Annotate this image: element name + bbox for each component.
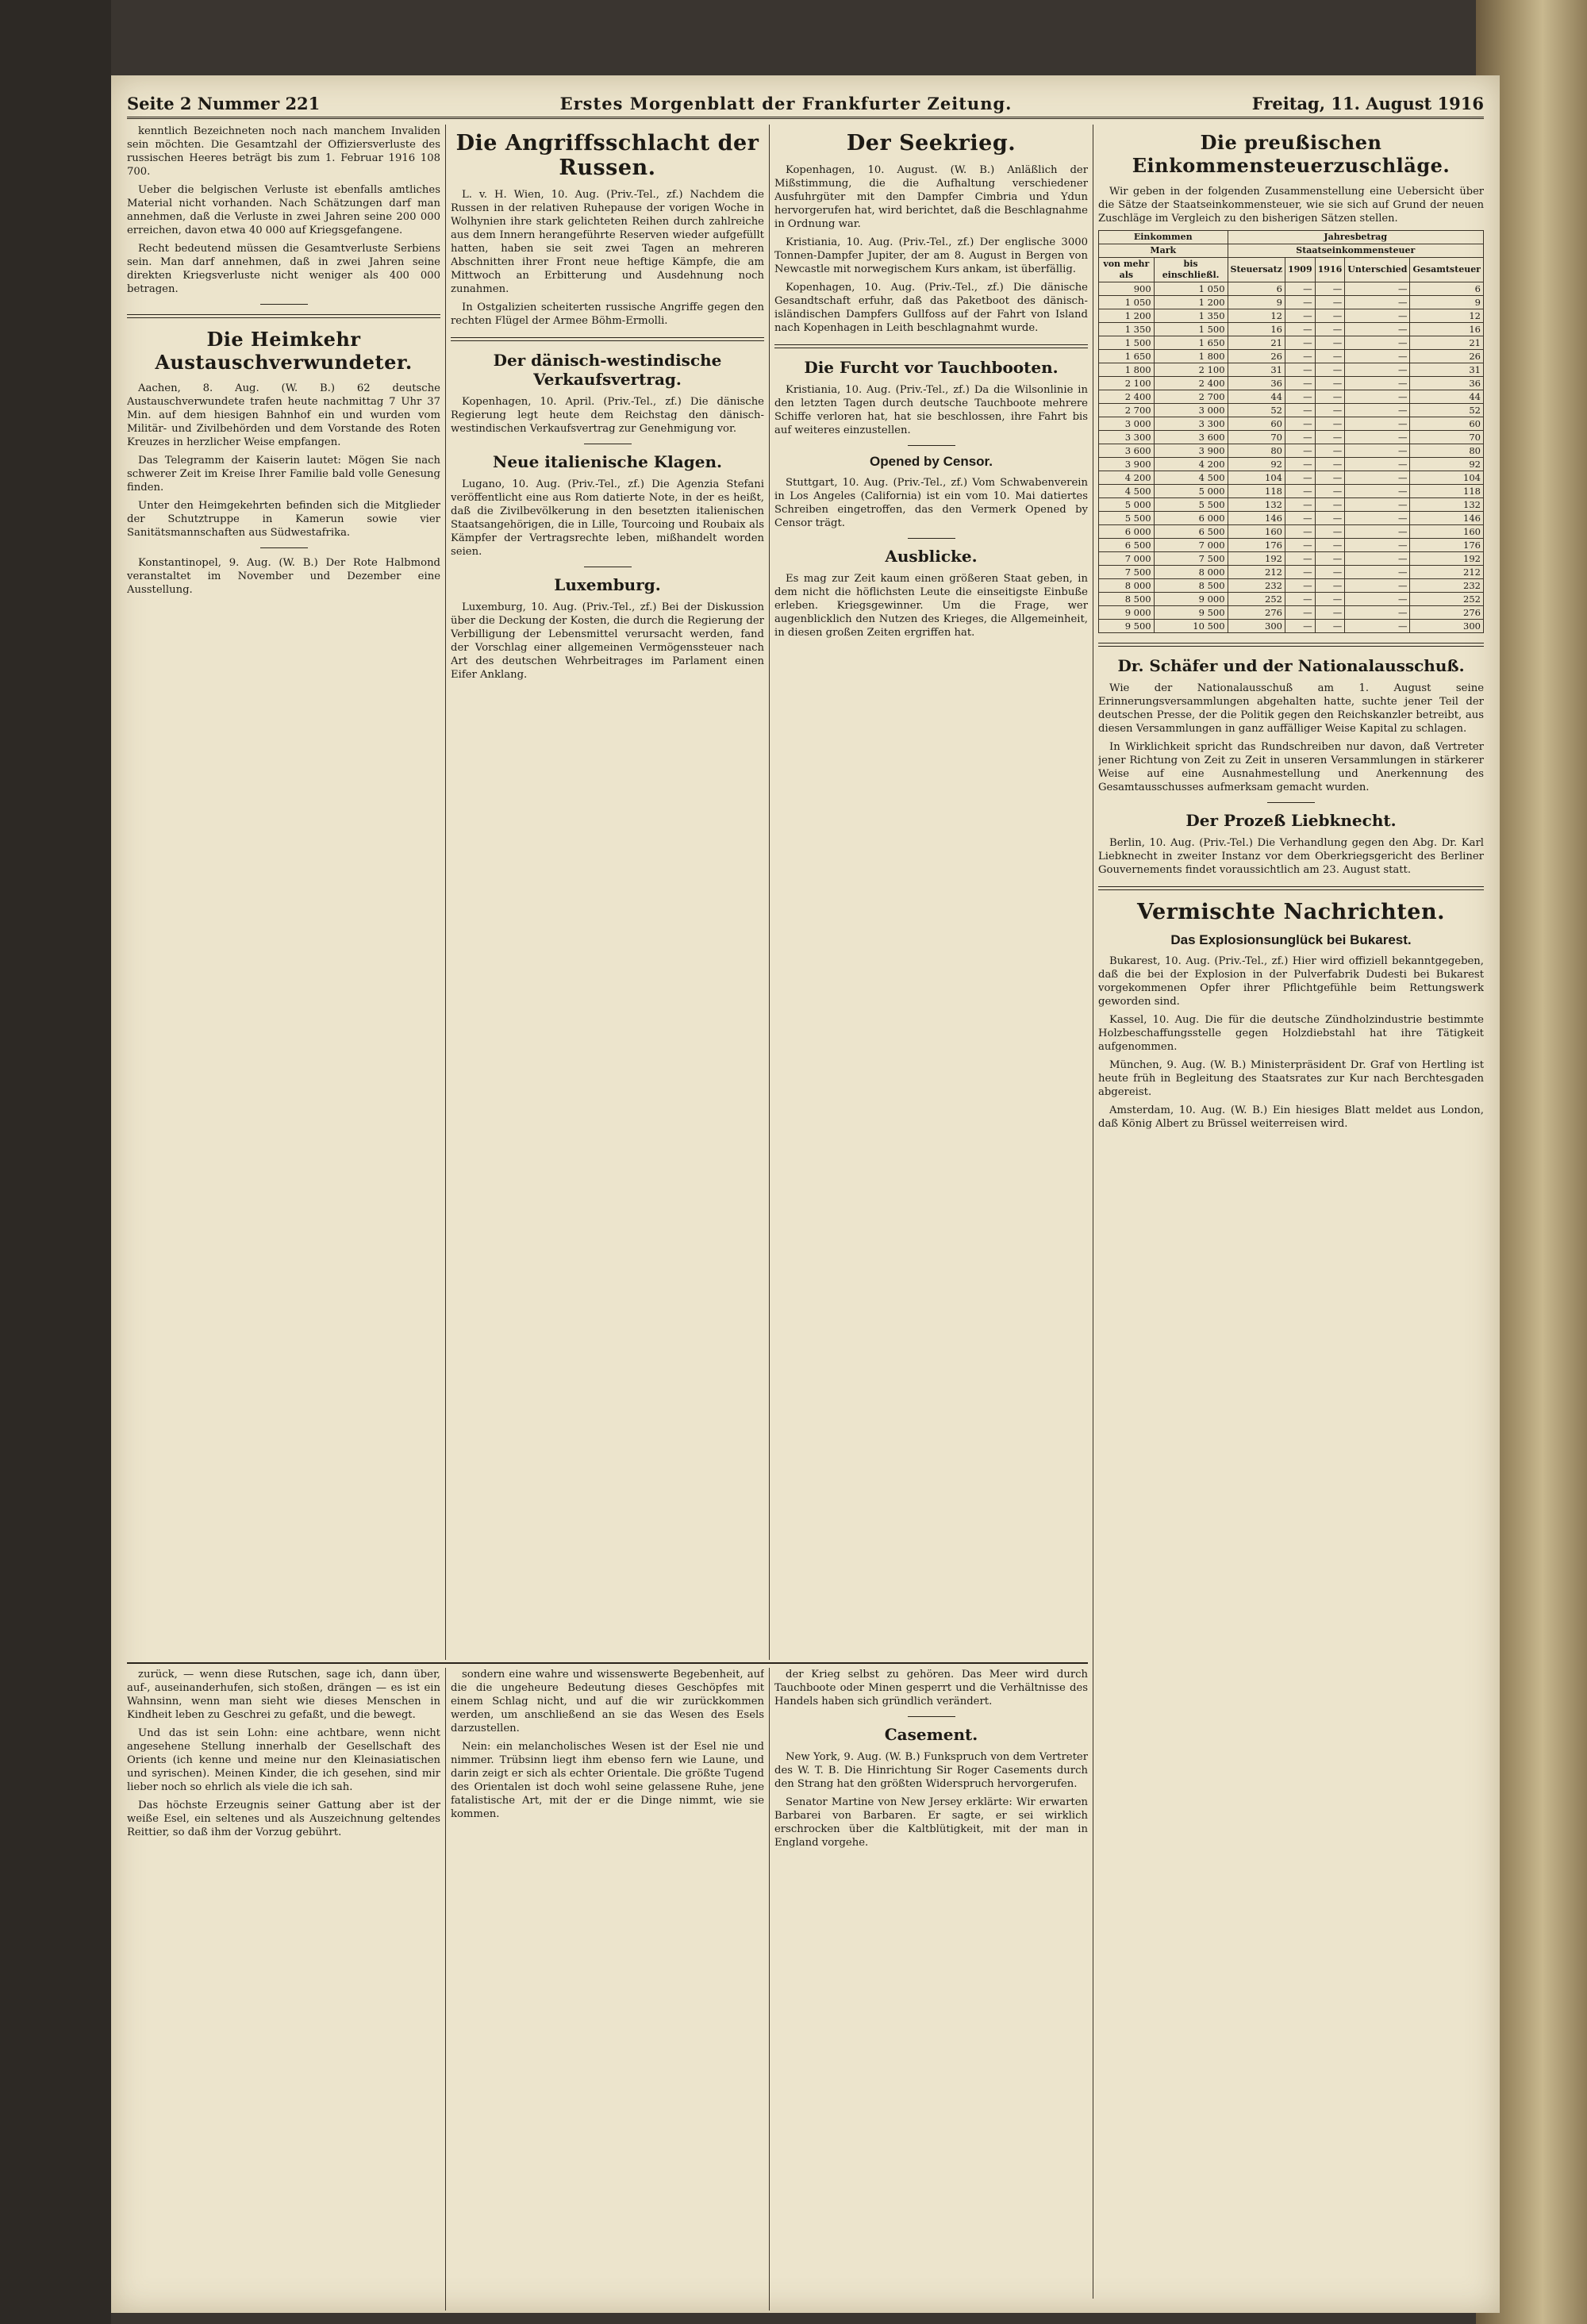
table-cell: 300 xyxy=(1410,620,1484,633)
table-cell: — xyxy=(1285,390,1316,404)
table-cell: 3 300 xyxy=(1154,417,1228,431)
article-text: Wie der Nationalausschuß am 1. August seine Erinnerungsversammlungen abgehalten hatte, suchte jener Teil der deutschen Presse, der die Politik gegen den Reichskanzler betreibt, aus diesen Versammlungen in ganz auffälliger Weise Kapital zu schlagen. xyxy=(1098,682,1484,735)
table-cell: 276 xyxy=(1228,606,1285,620)
article-text: Kopenhagen, 10. April. (Priv.-Tel., zf.) Die dänische Regierung legt heute dem Reichstag den dänisch-westindischen Verkaufsvertrag zur Genehmigung vor. xyxy=(451,396,764,435)
separator xyxy=(908,1716,955,1717)
column-1 xyxy=(127,125,440,1660)
column-rule xyxy=(769,125,770,1660)
table-row xyxy=(1099,593,1484,606)
table-cell: — xyxy=(1285,498,1316,512)
table-cell: 5 000 xyxy=(1154,485,1228,498)
article-text: Konstantinopel, 9. Aug. (W. B.) Der Rote Halbmond veranstaltet im November und Dezember eine Ausstellung. xyxy=(127,557,440,596)
header-page-number: Seite 2 Nummer 221 xyxy=(127,93,321,113)
table-cell: — xyxy=(1315,566,1345,579)
table-cell: 2 400 xyxy=(1099,390,1155,404)
table-cell: 6 500 xyxy=(1099,539,1155,552)
table-row xyxy=(1099,606,1484,620)
table-cell: 21 xyxy=(1410,336,1484,350)
table-cell: — xyxy=(1285,296,1316,309)
table-row xyxy=(1099,512,1484,525)
table-cell: 252 xyxy=(1228,593,1285,606)
table-cell: — xyxy=(1285,350,1316,363)
table-row xyxy=(1099,377,1484,390)
section-title: Der Prozeß Liebknecht. xyxy=(1185,811,1397,830)
table-cell: 1 650 xyxy=(1099,350,1155,363)
table-cell: 192 xyxy=(1228,552,1285,566)
table-cell: 3 900 xyxy=(1154,444,1228,458)
table-cell: — xyxy=(1345,309,1410,323)
table-cell: 276 xyxy=(1410,606,1484,620)
table-cell: — xyxy=(1315,363,1345,377)
table-cell: 4 500 xyxy=(1099,485,1155,498)
separator xyxy=(908,445,955,446)
table-cell: — xyxy=(1345,444,1410,458)
table-cell: 8 500 xyxy=(1099,593,1155,606)
table-cell: — xyxy=(1345,336,1410,350)
table-row xyxy=(1099,552,1484,566)
table-cell: — xyxy=(1315,282,1345,296)
table-subgroup-header: Staatseinkommensteuer xyxy=(1228,244,1483,258)
article-text: Senator Martine von New Jersey erklärte: Wir erwarten Barbarei von Barbaren. Er sagte, er sei wirklich erschrocken über die Kaltblütigkeit, mit der man in England vorgehe. xyxy=(774,1796,1088,1849)
table-cell: — xyxy=(1315,444,1345,458)
feuilleton-column-3 xyxy=(774,1668,1088,2311)
table-cell: 5 000 xyxy=(1099,498,1155,512)
section-title: Der Seekrieg. xyxy=(846,131,1016,156)
table-cell: — xyxy=(1345,390,1410,404)
table-cell: — xyxy=(1285,579,1316,593)
column-rule xyxy=(445,125,446,1660)
feuilleton-column-1 xyxy=(127,1668,440,2311)
table-cell: 212 xyxy=(1228,566,1285,579)
table-cell: 92 xyxy=(1410,458,1484,471)
table-cell: 31 xyxy=(1228,363,1285,377)
section-separator xyxy=(127,314,440,318)
table-cell: — xyxy=(1315,552,1345,566)
section-title: Die preußischen Einkommensteuerzuschläge. xyxy=(1132,131,1451,177)
table-cell: 5 500 xyxy=(1154,498,1228,512)
section-title: Casement. xyxy=(884,1725,978,1744)
table-cell: 6 000 xyxy=(1099,525,1155,539)
article-text: kenntlich Bezeichneten noch nach manchem Invaliden sein möchten. Die Gesamtzahl der Offiziersverluste des russischen Heeres beträgt bis zum 1. Februar 1916 108 700. xyxy=(127,125,440,178)
tax-table-body xyxy=(1099,282,1484,633)
table-cell: 232 xyxy=(1228,579,1285,593)
table-row xyxy=(1099,336,1484,350)
article-text: In Ostgalizien scheiterten russische Angriffe gegen den rechten Flügel der Armee Böhm-Ermolli. xyxy=(451,302,764,327)
article-text: Recht bedeutend müssen die Gesamtverluste Serbiens sein. Man darf annehmen, daß in zwei Jahren seine direkten Kriegsverluste nicht weniger als 400 000 betragen. xyxy=(127,243,440,295)
table-cell: 2 400 xyxy=(1154,377,1228,390)
table-cell: — xyxy=(1345,323,1410,336)
table-cell: — xyxy=(1315,539,1345,552)
table-cell: 60 xyxy=(1228,417,1285,431)
article-text: Unter den Heimgekehrten befinden sich die Mitglieder der Schutztruppe in Kamerun sowie vier Sanitätsmannschaften aus Südwestafrika. xyxy=(127,500,440,539)
table-cell: — xyxy=(1315,471,1345,485)
table-cell: — xyxy=(1285,336,1316,350)
table-cell: — xyxy=(1315,336,1345,350)
section-title: Dr. Schäfer und der Nationalausschuß. xyxy=(1117,656,1465,675)
table-cell: — xyxy=(1285,444,1316,458)
article-text: sondern eine wahre und wissenswerte Begebenheit, auf die die ungeheure Bedeutung dieses Geschöpfes mit einem Schlag nicht, und auf die wir zurückkommen werden, um anschließend an sie das Wesen des Esels darzustellen. xyxy=(451,1669,764,1734)
table-cell: — xyxy=(1315,498,1345,512)
table-row xyxy=(1099,390,1484,404)
table-cell: — xyxy=(1315,296,1345,309)
table-cell: — xyxy=(1285,309,1316,323)
article-text: Aachen, 8. Aug. (W. B.) 62 deutsche Austauschverwundete trafen heute nachmittag 7 Uhr 37 Min. auf dem hiesigen Bahnhof ein und wurden vom Militär- und Zivilbehörden und dem Vorstande des Roten Kreuzes in herzlicher Weise empfangen. xyxy=(127,382,440,448)
feuilleton-rule xyxy=(127,1662,1088,1664)
table-cell: 44 xyxy=(1228,390,1285,404)
table-cell: 1 050 xyxy=(1154,282,1228,296)
table-header: bis einschließl. xyxy=(1154,258,1228,282)
table-group-header: Einkommen xyxy=(1099,231,1228,244)
table-row xyxy=(1099,350,1484,363)
section-title: Ausblicke. xyxy=(885,547,978,566)
separator xyxy=(908,538,955,539)
table-cell: 36 xyxy=(1410,377,1484,390)
table-cell: 300 xyxy=(1228,620,1285,633)
section-separator xyxy=(774,344,1088,348)
table-cell: — xyxy=(1285,282,1316,296)
table-cell: — xyxy=(1345,593,1410,606)
table-cell: 12 xyxy=(1228,309,1285,323)
table-cell: — xyxy=(1285,404,1316,417)
table-cell: — xyxy=(1315,350,1345,363)
table-cell: — xyxy=(1315,417,1345,431)
table-cell: — xyxy=(1345,620,1410,633)
article-text: München, 9. Aug. (W. B.) Ministerpräsident Dr. Graf von Hertling ist heute früh in Begleitung des Staatsrates zur Kur nach Berchtesgaden abgereist. xyxy=(1098,1059,1484,1098)
table-cell: 26 xyxy=(1410,350,1484,363)
table-cell: 3 300 xyxy=(1099,431,1155,444)
table-row xyxy=(1099,539,1484,552)
table-cell: 212 xyxy=(1410,566,1484,579)
table-cell: 6 xyxy=(1228,282,1285,296)
table-cell: 1 350 xyxy=(1099,323,1155,336)
table-cell: 7 500 xyxy=(1154,552,1228,566)
article-text: Ueber die belgischen Verluste ist ebenfalls amtliches Material nicht vorhanden. Nach Schätzungen darf man annehmen, daß die Verluste in zwei Jahren seine 200 000 erreichen, davon etwa 40 000 auf Kriegsgefangene. xyxy=(127,184,440,236)
separator xyxy=(260,304,308,305)
article-text: der Krieg selbst zu gehören. Das Meer wird durch Tauchboote oder Minen gesperrt und die Verhältnisse des Handels haben sich gründlich verändert. xyxy=(774,1669,1088,1707)
table-cell: 80 xyxy=(1410,444,1484,458)
table-cell: — xyxy=(1315,485,1345,498)
section-title: Opened by Censor. xyxy=(870,454,993,469)
table-cell: — xyxy=(1285,377,1316,390)
table-cell: — xyxy=(1315,525,1345,539)
section-title: Vermischte Nachrichten. xyxy=(1137,900,1445,924)
table-cell: — xyxy=(1345,566,1410,579)
table-header: Gesamtsteuer xyxy=(1410,258,1484,282)
table-cell: 3 600 xyxy=(1154,431,1228,444)
table-cell: — xyxy=(1345,296,1410,309)
table-cell: — xyxy=(1345,606,1410,620)
column-2 xyxy=(451,125,764,1660)
table-cell: 104 xyxy=(1410,471,1484,485)
table-cell: 2 100 xyxy=(1099,377,1155,390)
table-cell: 7 500 xyxy=(1099,566,1155,579)
table-cell: 70 xyxy=(1410,431,1484,444)
table-cell: 5 500 xyxy=(1099,512,1155,525)
table-header: Unterschied xyxy=(1345,258,1410,282)
table-cell: 4 500 xyxy=(1154,471,1228,485)
page-header xyxy=(127,90,1484,119)
table-cell: 1 800 xyxy=(1099,363,1155,377)
table-cell: 16 xyxy=(1228,323,1285,336)
article-text: Es mag zur Zeit kaum einen größeren Staat geben, in dem nicht die höflichsten Leute die einseitigste Einbuße erleben. Kriegsgewinner. Um die Frage, wer augenblicklich den Nutzen des Krieges, die Allgemeinheit, in diesen großen Zeiten ergriffen hat. xyxy=(774,573,1088,639)
table-cell: — xyxy=(1345,498,1410,512)
table-cell: — xyxy=(1345,417,1410,431)
column-rule xyxy=(445,1668,446,2311)
table-cell: 1 350 xyxy=(1154,309,1228,323)
table-cell: 8 000 xyxy=(1154,566,1228,579)
table-cell: — xyxy=(1285,539,1316,552)
article-text: L. v. H. Wien, 10. Aug. (Priv.-Tel., zf.) Nachdem die Russen in der relativen Ruhepause der vorigen Woche in Wolhynien ihre stark gelichteten Reihen durch zahlreiche aus dem Innern herangeführte Reserven wieder aufgefüllt hatten, haben sie seit zwei Tagen an mehreren Abschnitten ihrer Front neue heftige Kämpfe, die am Mittwoch an Erbitterung und Ausdehnung noch zunahmen. xyxy=(451,189,764,295)
separator xyxy=(1267,802,1315,803)
section-title: Luxemburg. xyxy=(554,575,661,594)
article-text: Kristiania, 10. Aug. (Priv.-Tel., zf.) Der englische 3000 Tonnen-Dampfer Jupiter, der am 8. August in Bergen von Newcastle mit norwegischem Kurs ankam, ist überfällig. xyxy=(774,236,1088,275)
table-cell: — xyxy=(1285,458,1316,471)
table-cell: — xyxy=(1285,485,1316,498)
article-text: Lugano, 10. Aug. (Priv.-Tel., zf.) Die Agenzia Stefani veröffentlicht eine aus Rom datierte Note, in der es heißt, daß die Zivilbevölkerung in den besetzten italienischen Staatsangehörigen, die in Lille, Tourcoing und Roubaix als Kämpfer der Vertragsrechte leben, mißhandelt worden seien. xyxy=(451,478,764,558)
header-masthead: Erstes Morgenblatt der Frankfurter Zeitung. xyxy=(559,93,1013,113)
table-row xyxy=(1099,485,1484,498)
table-cell: 52 xyxy=(1228,404,1285,417)
column-rule xyxy=(769,1668,770,2311)
table-cell: 8 500 xyxy=(1154,579,1228,593)
table-cell: 160 xyxy=(1228,525,1285,539)
table-cell: 9 000 xyxy=(1154,593,1228,606)
table-cell: 16 xyxy=(1410,323,1484,336)
table-cell: 80 xyxy=(1228,444,1285,458)
table-row xyxy=(1099,431,1484,444)
table-row xyxy=(1099,282,1484,296)
article-text: Amsterdam, 10. Aug. (W. B.) Ein hiesiges Blatt meldet aus London, daß König Albert zu Brüssel weiterreisen wird. xyxy=(1098,1104,1484,1130)
table-cell: 7 000 xyxy=(1154,539,1228,552)
table-row xyxy=(1099,579,1484,593)
table-cell: — xyxy=(1315,593,1345,606)
table-cell: — xyxy=(1345,485,1410,498)
table-cell: 192 xyxy=(1410,552,1484,566)
table-cell: — xyxy=(1345,458,1410,471)
table-cell: 176 xyxy=(1228,539,1285,552)
table-cell: 1 650 xyxy=(1154,336,1228,350)
table-cell: — xyxy=(1285,620,1316,633)
column-4 xyxy=(1098,125,1484,2299)
table-cell: — xyxy=(1315,579,1345,593)
section-title: Die Furcht vor Tauchbooten. xyxy=(804,358,1059,377)
table-row xyxy=(1099,620,1484,633)
feuilleton-column-2 xyxy=(451,1668,764,2311)
table-row xyxy=(1099,309,1484,323)
table-cell: — xyxy=(1345,539,1410,552)
table-cell: 1 800 xyxy=(1154,350,1228,363)
section-title: Neue italienische Klagen. xyxy=(493,452,722,471)
table-cell: — xyxy=(1315,606,1345,620)
table-cell: — xyxy=(1285,363,1316,377)
article-text: Das höchste Erzeugnis seiner Gattung aber ist der weiße Esel, ein seltenes und als Auszeichnung geltendes Reittier, so daß ihm der Vorzug gebührt. xyxy=(127,1800,440,1838)
table-cell: 6 000 xyxy=(1154,512,1228,525)
table-cell: — xyxy=(1315,404,1345,417)
table-cell: 118 xyxy=(1228,485,1285,498)
table-cell: 70 xyxy=(1228,431,1285,444)
table-group-header: Jahresbetrag xyxy=(1228,231,1483,244)
section-title: Der dänisch-westindische Verkaufsvertrag. xyxy=(493,351,722,389)
table-cell: 3 900 xyxy=(1099,458,1155,471)
table-cell: 146 xyxy=(1410,512,1484,525)
table-cell: 8 000 xyxy=(1099,579,1155,593)
table-row xyxy=(1099,404,1484,417)
article-text: Nein: ein melancholisches Wesen ist der Esel nie und nimmer. Trübsinn liegt ihm ebenso fern wie Laune, und darin zeigt er sich als echter Orientale. Die größte Tugend des Orientalen ist doch wohl seine gelassene Ruhe, jene fatalistische Art, mit der er die Dinge nimmt, wie sie kommen. xyxy=(451,1741,764,1820)
section-separator xyxy=(451,337,764,341)
table-cell: 36 xyxy=(1228,377,1285,390)
table-cell: — xyxy=(1345,512,1410,525)
table-cell: 7 000 xyxy=(1099,552,1155,566)
table-header: 1916 xyxy=(1315,258,1345,282)
table-cell: 252 xyxy=(1410,593,1484,606)
table-cell: 9 500 xyxy=(1099,620,1155,633)
table-cell: 6 xyxy=(1410,282,1484,296)
table-cell: 10 500 xyxy=(1154,620,1228,633)
table-cell: — xyxy=(1345,431,1410,444)
table-cell: 900 xyxy=(1099,282,1155,296)
table-cell: 1 200 xyxy=(1099,309,1155,323)
article-text: Kopenhagen, 10. Aug. (Priv.-Tel., zf.) Die dänische Gesandtschaft erfuhr, daß das Paketboot des dänisch-isländischen Dampfers Gullfoss auf der Fahrt von Island nach Kopenhagen in Leith beschlagnahmt wurde. xyxy=(774,282,1088,334)
table-row xyxy=(1099,498,1484,512)
article-text: New York, 9. Aug. (W. B.) Funkspruch von dem Vertreter des W. T. B. Die Hinrichtung Sir Roger Casements durch den Strang hat den größten Widerspruch hervorgerufen. xyxy=(774,1751,1088,1790)
table-cell: 9 500 xyxy=(1154,606,1228,620)
table-cell: — xyxy=(1285,323,1316,336)
table-cell: 132 xyxy=(1228,498,1285,512)
separator xyxy=(260,547,308,548)
newspaper-page xyxy=(111,75,1500,2313)
table-cell: — xyxy=(1285,417,1316,431)
table-cell: 9 xyxy=(1228,296,1285,309)
article-text: In Wirklichkeit spricht das Rundschreiben nur davon, daß Vertreter jener Richtung von Zeit zu Zeit in unseren Versammlungen in stärkerer Weise auf eine Ausnahmestellung und Anerkennung des Gesamtausschusses aufmerksam gemacht wurden. xyxy=(1098,741,1484,793)
section-separator xyxy=(1098,886,1484,890)
table-cell: — xyxy=(1315,323,1345,336)
scan-background xyxy=(0,0,111,2324)
table-cell: 232 xyxy=(1410,579,1484,593)
table-cell: — xyxy=(1285,525,1316,539)
table-cell: 44 xyxy=(1410,390,1484,404)
table-units: Mark xyxy=(1099,244,1228,258)
article-text: Bukarest, 10. Aug. (Priv.-Tel., zf.) Hier wird offiziell bekanntgegeben, daß die bei der Explosion in der Pulverfabrik Dudesti bei Bukarest vorgekommenen Opfer ihrer Pflichtgefühle beim Rettungswerk geworden sind. xyxy=(1098,955,1484,1008)
table-cell: — xyxy=(1315,390,1345,404)
article-text: Stuttgart, 10. Aug. (Priv.-Tel., zf.) Vom Schwabenverein in Los Angeles (California) ist ein vom 10. Mai datiertes Schreiben eingetroffen, das den Vermerk Opened by Censor trägt. xyxy=(774,477,1088,529)
article-text: Wir geben in der folgenden Zusammenstellung eine Uebersicht über die Sätze der Staatseinkommensteuer, wie sie sich auf Grund der neuen Zuschläge im Vergleich zu den bisherigen Sätzen stellen. xyxy=(1098,186,1484,225)
table-cell: 9 xyxy=(1410,296,1484,309)
table-cell: — xyxy=(1285,566,1316,579)
table-cell: 132 xyxy=(1410,498,1484,512)
table-cell: — xyxy=(1315,512,1345,525)
table-cell: — xyxy=(1315,309,1345,323)
article-text: Das Telegramm der Kaiserin lautet: Mögen Sie nach schwerer Zeit im Kreise Ihrer Familie bald volle Genesung finden. xyxy=(127,455,440,494)
table-cell: 60 xyxy=(1410,417,1484,431)
table-header: von mehr als xyxy=(1099,258,1155,282)
table-cell: — xyxy=(1315,620,1345,633)
table-cell: — xyxy=(1345,350,1410,363)
table-cell: 12 xyxy=(1410,309,1484,323)
table-cell: — xyxy=(1345,552,1410,566)
table-cell: — xyxy=(1285,471,1316,485)
table-cell: 146 xyxy=(1228,512,1285,525)
table-row xyxy=(1099,525,1484,539)
table-row xyxy=(1099,296,1484,309)
table-cell: 118 xyxy=(1410,485,1484,498)
table-header: Steuersatz xyxy=(1228,258,1285,282)
table-cell: — xyxy=(1345,377,1410,390)
table-cell: — xyxy=(1345,404,1410,417)
table-cell: — xyxy=(1285,431,1316,444)
table-cell: 1 050 xyxy=(1099,296,1155,309)
table-cell: 2 700 xyxy=(1154,390,1228,404)
table-cell: 6 500 xyxy=(1154,525,1228,539)
table-row xyxy=(1099,323,1484,336)
article-text: Kopenhagen, 10. August. (W. B.) Anläßlich der Mißstimmung, die die Aufhaltung verschiedener Ausfuhrgüter mit den Dampfer Cimbria und Ydun hervorgerufen hat, wird berichtet, daß die Beschlagnahme in Ordnung war. xyxy=(774,164,1088,230)
table-cell: — xyxy=(1345,579,1410,593)
article-text: Berlin, 10. Aug. (Priv.-Tel.) Die Verhandlung gegen den Abg. Dr. Karl Liebknecht in zweiter Instanz vor dem Oberkriegsgericht des Berliner Gouvernements findet voraussichtlich am 23. August statt. xyxy=(1098,837,1484,876)
table-row xyxy=(1099,458,1484,471)
table-cell: 2 700 xyxy=(1099,404,1155,417)
tax-table xyxy=(1098,230,1484,633)
table-cell: 104 xyxy=(1228,471,1285,485)
table-cell: 1 500 xyxy=(1154,323,1228,336)
table-cell: — xyxy=(1345,363,1410,377)
article-text: Luxemburg, 10. Aug. (Priv.-Tel., zf.) Bei der Diskussion über die Deckung der Kosten, die durch die Regierung der Verbilligung der Lebensmittel verursacht werden, fand der Vorschlag einer allgemeinen Vermögenssteuer nach Art des deutschen Wehrbeitrages im Parlament einen Eifer Anklang. xyxy=(451,601,764,681)
table-cell: — xyxy=(1345,525,1410,539)
table-cell: 92 xyxy=(1228,458,1285,471)
table-cell: 160 xyxy=(1410,525,1484,539)
section-title: Die Heimkehr Austauschverwundeter. xyxy=(155,328,413,374)
table-cell: — xyxy=(1285,512,1316,525)
table-cell: 26 xyxy=(1228,350,1285,363)
table-cell: 2 100 xyxy=(1154,363,1228,377)
table-cell: — xyxy=(1315,431,1345,444)
table-cell: — xyxy=(1285,552,1316,566)
table-cell: — xyxy=(1285,593,1316,606)
table-header: 1909 xyxy=(1285,258,1316,282)
table-cell: 52 xyxy=(1410,404,1484,417)
table-cell: 9 000 xyxy=(1099,606,1155,620)
article-text: Kristiania, 10. Aug. (Priv.-Tel., zf.) Da die Wilsonlinie in den letzten Tagen durch deutsche Tauchboote mehrere Schiffe verloren hat, hat sie beschlossen, ihre Fahrt bis auf weiteres einzustellen. xyxy=(774,384,1088,436)
table-cell: 3 600 xyxy=(1099,444,1155,458)
table-row xyxy=(1099,471,1484,485)
table-cell: 3 000 xyxy=(1099,417,1155,431)
table-cell: 1 500 xyxy=(1099,336,1155,350)
column-3 xyxy=(774,125,1088,1660)
table-cell: 4 200 xyxy=(1154,458,1228,471)
table-row xyxy=(1099,566,1484,579)
article-text: zurück, — wenn diese Rutschen, sage ich, dann über, auf-, auseinanderhufen, sich stoßen, drängen — es ist ein Wahnsinn, wenn man sieht wie dieses Menschen in Kindheit leben zu Geschrei zu gefaßt, und die bewegt. xyxy=(127,1669,440,1721)
header-date: Freitag, 11. August 1916 xyxy=(1251,93,1484,113)
table-cell: — xyxy=(1315,458,1345,471)
table-cell: — xyxy=(1315,377,1345,390)
table-cell: 21 xyxy=(1228,336,1285,350)
table-cell: — xyxy=(1345,471,1410,485)
section-subtitle: Das Explosionsunglück bei Bukarest. xyxy=(1170,932,1412,947)
section-separator xyxy=(1098,643,1484,647)
table-row xyxy=(1099,444,1484,458)
table-row xyxy=(1099,417,1484,431)
table-cell: 31 xyxy=(1410,363,1484,377)
table-cell: — xyxy=(1345,282,1410,296)
table-cell: 4 200 xyxy=(1099,471,1155,485)
table-cell: 3 000 xyxy=(1154,404,1228,417)
table-cell: 1 200 xyxy=(1154,296,1228,309)
article-text: Kassel, 10. Aug. Die für die deutsche Zündholzindustrie bestimmte Holzbeschaffungsstelle gegen Holzdiebstahl hat ihre Tätigkeit aufgenommen. xyxy=(1098,1014,1484,1053)
section-title: Die Angriffsschlacht der Russen. xyxy=(455,131,759,180)
article-text: Und das ist sein Lohn: eine achtbare, wenn nicht angesehene Stellung innerhalb der Gesellschaft des Orients (ich kenne und meine nur den Kleinasiatischen und syrischen). Meinen Kinder, die ich gesehen, sind mir lieber noch so ehrlich als viele die ich sah. xyxy=(127,1727,440,1793)
table-cell: 176 xyxy=(1410,539,1484,552)
table-cell: — xyxy=(1285,606,1316,620)
table-row xyxy=(1099,363,1484,377)
